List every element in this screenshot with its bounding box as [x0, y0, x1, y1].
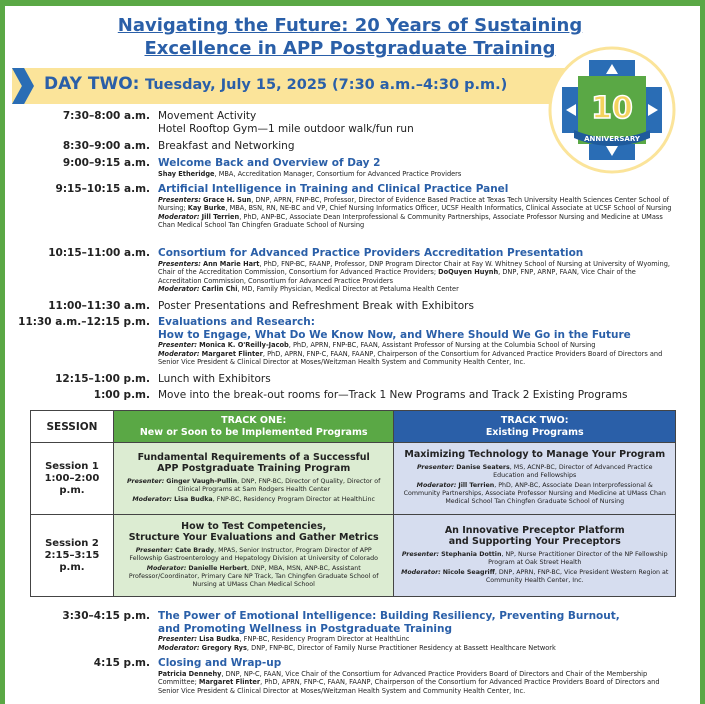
person-details: , PhD, APRN, FNP-BC, FAAN, Assistant Professor of Nursing at the Columbia School of Nursing — [288, 341, 596, 349]
schedule-time: 4:15 p.m. — [93, 657, 150, 669]
moderator-label: Moderator: — [158, 285, 200, 294]
logo-banner: ANNIVERSARY — [584, 135, 640, 143]
schedule-time: 8:30–9:00 a.m. — [62, 140, 150, 152]
person-name: Ginger Vaugh-Pullin — [166, 477, 238, 485]
person-name: Jill Terrien — [458, 481, 495, 489]
person-name: Carlin Chi — [201, 285, 238, 294]
track-session-title: and Supporting Your Preceptors — [448, 536, 621, 547]
person-details: , PhD, APRN, FNP-C, FAAN, FAANP, Chairperson of the Consortium for Advanced Practice Providers Board of Directors and Senior Vice President & Clinical Director at Moses/Weitzman Health System and Community Health Center, Inc. — [158, 678, 660, 695]
session-label: Session 1 — [45, 460, 99, 472]
person-details: , DNP, MBA, MSN, ANP-BC, Assistant Professor/Coordinator, Primary Care NP Track, Tan Chingfen Graduate School of Nursing at UMass Chan Medical School — [128, 564, 379, 588]
session-title: Closing and Wrap-up — [158, 657, 282, 669]
track-two-session-2 — [394, 515, 676, 597]
person-name: Danielle Herbert — [188, 564, 248, 572]
schedule-line: Lunch with Exhibitors — [158, 373, 271, 385]
track-session-title: Maximizing Technology to Manage Your Program — [404, 449, 666, 461]
session-label: Session 2 — [45, 537, 99, 549]
moderator-label: Moderator: — [416, 481, 457, 489]
person-name: Cate Brady — [174, 546, 215, 554]
presenters-label: Presenters: — [158, 195, 201, 204]
person-details: , FNP-BC, Residency Program Director at HealthLinc — [239, 635, 410, 643]
session-title: Artificial Intelligence in Training and Clinical Practice Panel — [158, 183, 509, 195]
session-time: 1:00–2:00 p.m. — [44, 472, 100, 496]
person-name: Margaret Flinter — [198, 678, 261, 687]
person-name: Stephania Dottin — [441, 550, 502, 558]
person-name: Nicole Seagriff — [442, 568, 495, 576]
tracks-table — [30, 410, 676, 597]
person-details: , DNP, FNP-BC, Director of Family Nurse Practitioner Residency at Bassett Healthcare Network — [246, 643, 556, 652]
person-name: Lisa Budka — [174, 495, 213, 503]
person-name: Shay Etheridge — [158, 169, 215, 178]
table-row — [31, 515, 676, 597]
track-session-title: APP Postgraduate Training Program — [157, 463, 351, 474]
presenters-label: Presenters: — [158, 259, 201, 268]
track-session-title: Fundamental Requirements of a Successful — [137, 451, 370, 463]
table-row — [31, 443, 676, 515]
schedule-time: 1:00 p.m. — [93, 389, 150, 401]
person-details: , MD, Family Physician, Medical Director at Petaluma Health Center — [237, 285, 459, 294]
schedule-time: 9:15–10:15 a.m. — [55, 183, 150, 195]
person-details: , DNP, FNP, ARNP, FAAN, Vice Chair of the Accreditation Commission, Consortium for Advanced Practice Providers — [158, 268, 636, 285]
schedule-line: Movement Activity — [158, 110, 257, 122]
track-two-sublabel: Existing Programs — [485, 426, 584, 438]
person-name: Jill Terrien — [201, 212, 240, 221]
track-session-title: An Innovative Preceptor Platform — [444, 524, 625, 536]
session-cell — [31, 443, 114, 515]
moderator-label: Moderator: — [158, 349, 200, 358]
schedule-time: 11:00–11:30 a.m. — [48, 300, 150, 312]
session-title: Consortium for Advanced Practice Providers Accreditation Presentation — [158, 247, 584, 259]
person-name: Gregory Rys — [201, 643, 247, 652]
person-details: , NP, Nurse Practitioner Director of the NP Fellowship Program at Oak Street Health — [488, 550, 668, 566]
day-label: DAY TWO: — [44, 74, 140, 94]
presenter-label: Presenter: — [401, 550, 440, 558]
person-name: Grace H. Sun — [203, 195, 252, 204]
presenter-label: Presenter: — [158, 341, 197, 349]
presenter-label: Presenter: — [417, 463, 455, 471]
moderator-label: Moderator: — [158, 643, 200, 652]
person-details: , MS, ACNP-BC, Director of Advanced Practice Education and Fellowships — [493, 463, 653, 479]
track-two-session-1 — [394, 443, 676, 515]
top-border — [0, 0, 705, 6]
day-date: Tuesday, July 15, 2025 (7:30 a.m.–4:30 p.m.) — [145, 77, 508, 93]
person-details: , MBA, Accreditation Manager, Consortium for Advanced Practice Providers — [214, 169, 462, 178]
logo-number: 10 — [591, 91, 633, 126]
track-one-header — [113, 411, 394, 443]
day-heading — [44, 74, 507, 94]
person-details: , MPAS, Senior Instructor, Program Director of APP Fellowship Gastroenterology and Hepatology Division at University of Colorado — [129, 546, 378, 562]
track-two-header — [394, 411, 676, 443]
person-details: , DNP, APRN, FNP-BC, Vice President Western Region at Community Health Center, Inc. — [485, 568, 669, 584]
person-name: Ann Marie Hart — [203, 259, 260, 268]
schedule-time: 9:00–9:15 a.m. — [62, 157, 150, 169]
track-session-title: How to Test Competencies, — [181, 520, 327, 532]
person-details: , DNP, FNP-BC, Director of Quality, Director of Clinical Programs at Sam Rodgers Health Center — [177, 477, 381, 493]
page-title — [90, 14, 610, 60]
presenter-label: Presenter: — [127, 477, 165, 485]
person-details: , FNP-BC, Residency Program Director at HealthLinc — [212, 495, 375, 503]
schedule-line: Move into the break-out rooms for—Track 1 New Programs and Track 2 Existing Programs — [158, 389, 628, 401]
person-details: , DNP, APRN, FNP-BC, Professor, Director of Evidence Based Practice at Texas Tech University Health Sciences Center School of Nursing; — [158, 195, 670, 213]
schedule-time: 12:15–1:00 p.m. — [55, 373, 150, 385]
right-border — [700, 0, 705, 704]
person-details: , DNP, NP-C, FAAN, Vice Chair of the Consortium for Advanced Practice Providers Board of Directors and Chair of the Membership Committee; — [158, 669, 648, 687]
moderator-label: Moderator: — [158, 212, 200, 221]
session-header: SESSION — [31, 411, 114, 443]
person-details: , PhD, FNP-BC, FAANP, Professor, DNP Program Director Chair at Fay W. Whitney School of Nursing at University of Wyoming, Chair of the Accreditation Commission, Consortium for Advanced Practice Providers; — [158, 259, 670, 277]
moderator-label: Moderator: — [401, 568, 441, 576]
schedule-time: 7:30–8:00 a.m. — [62, 110, 150, 122]
person-name: Margaret Flinter — [201, 349, 263, 358]
schedule-time: 10:15–11:00 a.m. — [48, 247, 150, 259]
track-session-title: Structure Your Evaluations and Gather Metrics — [128, 532, 379, 543]
session-cell — [31, 515, 114, 597]
person-name: Patricia Dennehy — [158, 669, 222, 678]
schedule-line: Poster Presentations and Refreshment Break with Exhibitors — [158, 300, 474, 312]
presenter-label: Presenter: — [135, 546, 173, 554]
person-details: , PhD, ANP-BC, Associate Dean Interprofessional & Community Partnerships, Associate Professor Nursing and Medicine at UMass Chan Medical School Tan Chingfen Graduate School of Nursing — [158, 212, 663, 230]
schedule-line: Breakfast and Networking — [158, 140, 295, 152]
session-subtitle: How to Engage, What Do We Know Now, and Where Should We Go in the Future — [158, 328, 631, 341]
title-line-1: Navigating the Future: 20 Years of Sustaining — [117, 15, 583, 36]
person-name: Kay Burke — [187, 204, 226, 213]
presenter-label: Presenter: — [158, 635, 197, 643]
person-details: , PhD, ANP-BC, Associate Dean Interprofessional & Community Partnerships, Associate Professor Nursing and Medicine at UMass Chan Medical School Tan Chingfen Graduate School of Nursing — [403, 481, 666, 505]
track-one-label: TRACK ONE: — [221, 414, 287, 426]
session-title: Welcome Back and Overview of Day 2 — [158, 157, 381, 169]
person-details: , PhD, APRN, FNP-C, FAAN, FAANP, Chairperson of the Consortium for Advanced Practice Providers Board of Directors and Senior Vice President & Clinical Director at Moses/Weitzman Health System and Community Health Center, Inc. — [158, 349, 663, 367]
schedule-time: 11:30 a.m.–12:15 p.m. — [18, 316, 150, 328]
session-subtitle: and Promoting Wellness in Postgraduate Training — [158, 622, 453, 635]
person-name: Monica K. O'Reilly-Jacob — [199, 341, 289, 349]
person-details: , MBA, BSN, RN, NE-BC and VP, Chief Nursing Informatics Officer, UCSF Health Informatics, Clinical Associate at UCSF School of Nursing — [225, 204, 672, 213]
moderator-label: Moderator: — [132, 495, 173, 503]
moderator-label: Moderator: — [146, 564, 187, 572]
person-name: Danise Seaters — [456, 463, 510, 471]
session-title: Evaluations and Research: — [158, 316, 315, 328]
track-one-sublabel: New or Soon to be Implemented Programs — [139, 426, 368, 438]
table-header-row — [31, 411, 676, 443]
track-one-session-1 — [113, 443, 394, 515]
title-line-2: Excellence in APP Postgraduate Training — [144, 38, 556, 59]
track-two-label: TRACK TWO: — [500, 414, 569, 426]
person-name: Lisa Budka — [199, 635, 240, 643]
session-time: 2:15–3:15 p.m. — [44, 549, 100, 573]
schedule-time: 3:30–4:15 p.m. — [62, 610, 150, 622]
person-name: DoQuyen Huynh — [438, 268, 499, 277]
track-one-session-2 — [113, 515, 394, 597]
session-title: The Power of Emotional Intelligence: Building Resiliency, Preventing Burnout, — [158, 610, 620, 622]
left-border — [0, 0, 5, 704]
schedule-line: Hotel Rooftop Gym—1 mile outdoor walk/fun run — [158, 123, 414, 135]
